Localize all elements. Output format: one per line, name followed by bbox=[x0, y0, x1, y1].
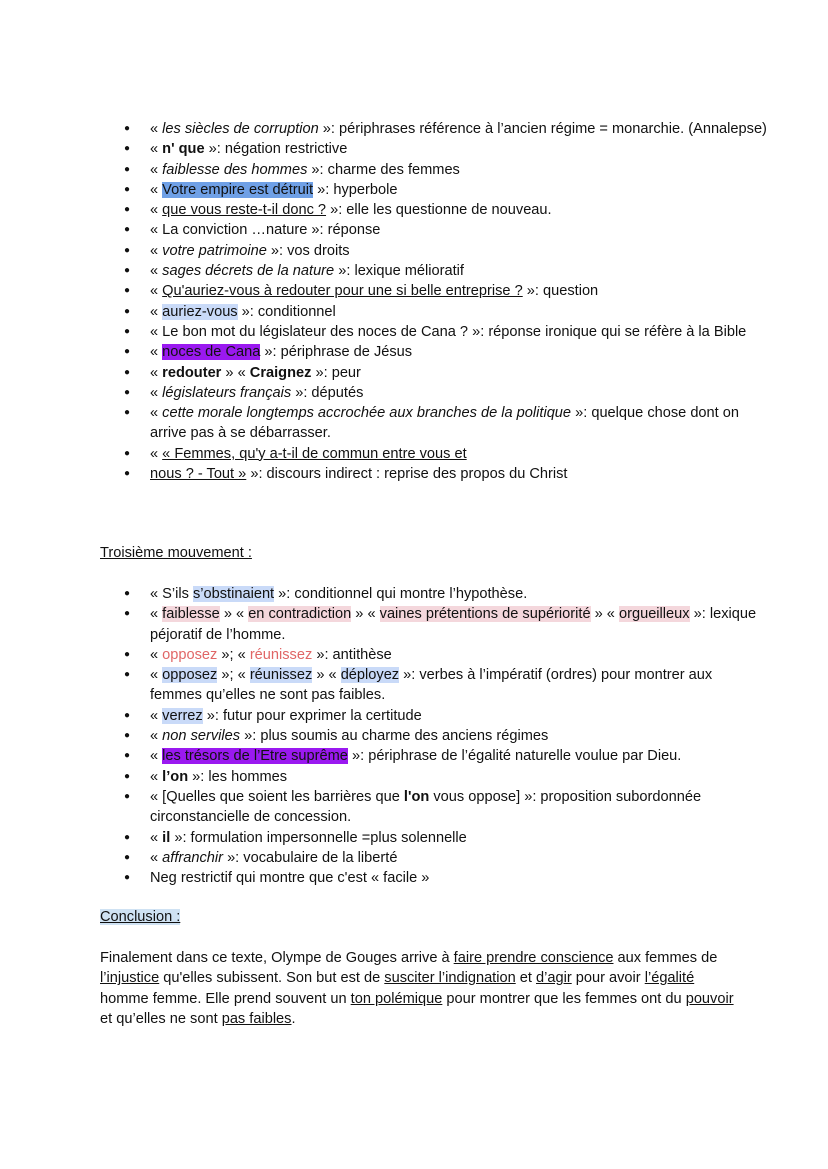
analysis-list-1 bbox=[0, 119, 828, 484]
list-item: ● « non serviles »: plus soumis au charme des anciens régimes bbox=[0, 726, 828, 746]
highlighted-quote: verrez bbox=[162, 707, 203, 724]
list-item: ● Neg restrictif qui montre que c'est « facile » bbox=[0, 868, 828, 888]
highlighted-quote: noces de Cana bbox=[162, 344, 261, 361]
list-item: ● « sages décrets de la nature »: lexique mélioratif bbox=[0, 261, 828, 281]
list-item: ● « législateurs français »: députés bbox=[0, 383, 828, 403]
list-item: ● « verrez »: futur pour exprimer la certitude bbox=[0, 706, 828, 726]
highlighted-quote: déployez bbox=[340, 667, 400, 684]
highlighted-quote: s’obstinaient bbox=[192, 586, 275, 602]
highlighted-quote: vaines prétentions de supériorité bbox=[379, 606, 591, 623]
list-item: ● « redouter » « Craignez »: peur bbox=[0, 363, 828, 383]
list-item: ● « n' que »: négation restrictive bbox=[0, 139, 828, 159]
list-item: ● « votre patrimoine »: vos droits bbox=[0, 241, 828, 261]
list-item: ● « il »: formulation impersonnelle =plus solennelle bbox=[0, 828, 828, 848]
highlighted-quote: opposez bbox=[162, 667, 218, 684]
list-item: ● nous ? - Tout » »: discours indirect : reprise des propos du Christ bbox=[0, 464, 828, 484]
list-item: ● « opposez »; « réunissez » « déployez »: verbes à l’impératif (ordres) pour montrer aux femmes qu’elles ne sont pas faibles. bbox=[0, 665, 828, 706]
list-item: ● « La conviction …nature »: réponse bbox=[0, 220, 828, 240]
highlighted-quote: réunissez bbox=[249, 667, 313, 684]
list-item: ● « cette morale longtemps accrochée aux branches de la politique »: quelque chose dont on arrive pas à se débarrasser. bbox=[0, 403, 828, 444]
highlighted-quote: orgueilleux bbox=[618, 606, 690, 623]
list-item: ● « Votre empire est détruit »: hyperbole bbox=[0, 180, 828, 200]
list-item: ● « noces de Cana »: périphrase de Jésus bbox=[0, 342, 828, 362]
list-item: ● « S’ils s’obstinaient »: conditionnel qui montre l’hypothèse. bbox=[0, 584, 828, 604]
list-item: ● « [Quelles que soient les barrières que l'on vous oppose] »: proposition subordonnée circonstancielle de concession. bbox=[0, 787, 828, 828]
list-item: ● « les siècles de corruption »: périphrases référence à l’ancien régime = monarchie. (Annalepse) bbox=[0, 119, 828, 139]
list-item: ● « affranchir »: vocabulaire de la liberté bbox=[0, 848, 828, 868]
list-item: ● « Qu'auriez-vous à redouter pour une si belle entreprise ? »: question bbox=[0, 281, 828, 301]
list-item: ● « opposez »; « réunissez »: antithèse bbox=[0, 645, 828, 665]
list-item: ● « Le bon mot du législateur des noces de Cana ? »: réponse ironique qui se réfère à la Bible bbox=[0, 322, 828, 342]
section-heading-conclusion: Conclusion : bbox=[100, 909, 181, 925]
highlighted-quote: auriez-vous bbox=[162, 303, 238, 320]
highlighted-quote: faiblesse bbox=[162, 606, 220, 623]
section-heading-troisieme-mouvement: Troisième mouvement : bbox=[100, 545, 252, 561]
highlighted-quote: les trésors de l’Etre suprême bbox=[162, 748, 348, 765]
list-item: ● « auriez-vous »: conditionnel bbox=[0, 302, 828, 322]
list-item: ● « les trésors de l’Etre suprême »: périphrase de l’égalité naturelle voulue par Dieu. bbox=[0, 746, 828, 766]
list-item: ● « que vous reste-t-il donc ? »: elle les questionne de nouveau. bbox=[0, 200, 828, 220]
list-item: ● « « Femmes, qu'y a-t-il de commun entre vous et bbox=[0, 444, 828, 464]
analysis-list-2 bbox=[0, 584, 828, 888]
list-item: ● « l’on »: les hommes bbox=[0, 767, 828, 787]
conclusion-paragraph: Finalement dans ce texte, Olympe de Gouges arrive à faire prendre conscience aux femmes de l’injustice qu'elles subissent. Son but est de susciter l’indignation et d’agir pour avoir l’égalité homme femme. Elle prend souvent un ton polémique pour montrer que les femmes ont du pouvoir et qu’elles ne sont pas faibles. bbox=[100, 950, 734, 1027]
list-item: ● « faiblesse des hommes »: charme des femmes bbox=[0, 160, 828, 180]
highlighted-quote: en contradiction bbox=[248, 606, 352, 623]
list-item: ● « faiblesse » « en contradiction » « vaines prétentions de supériorité » « orgueilleux »: lexique péjoratif de l’homme. bbox=[0, 604, 828, 645]
highlighted-quote: Votre empire est détruit bbox=[162, 181, 314, 198]
